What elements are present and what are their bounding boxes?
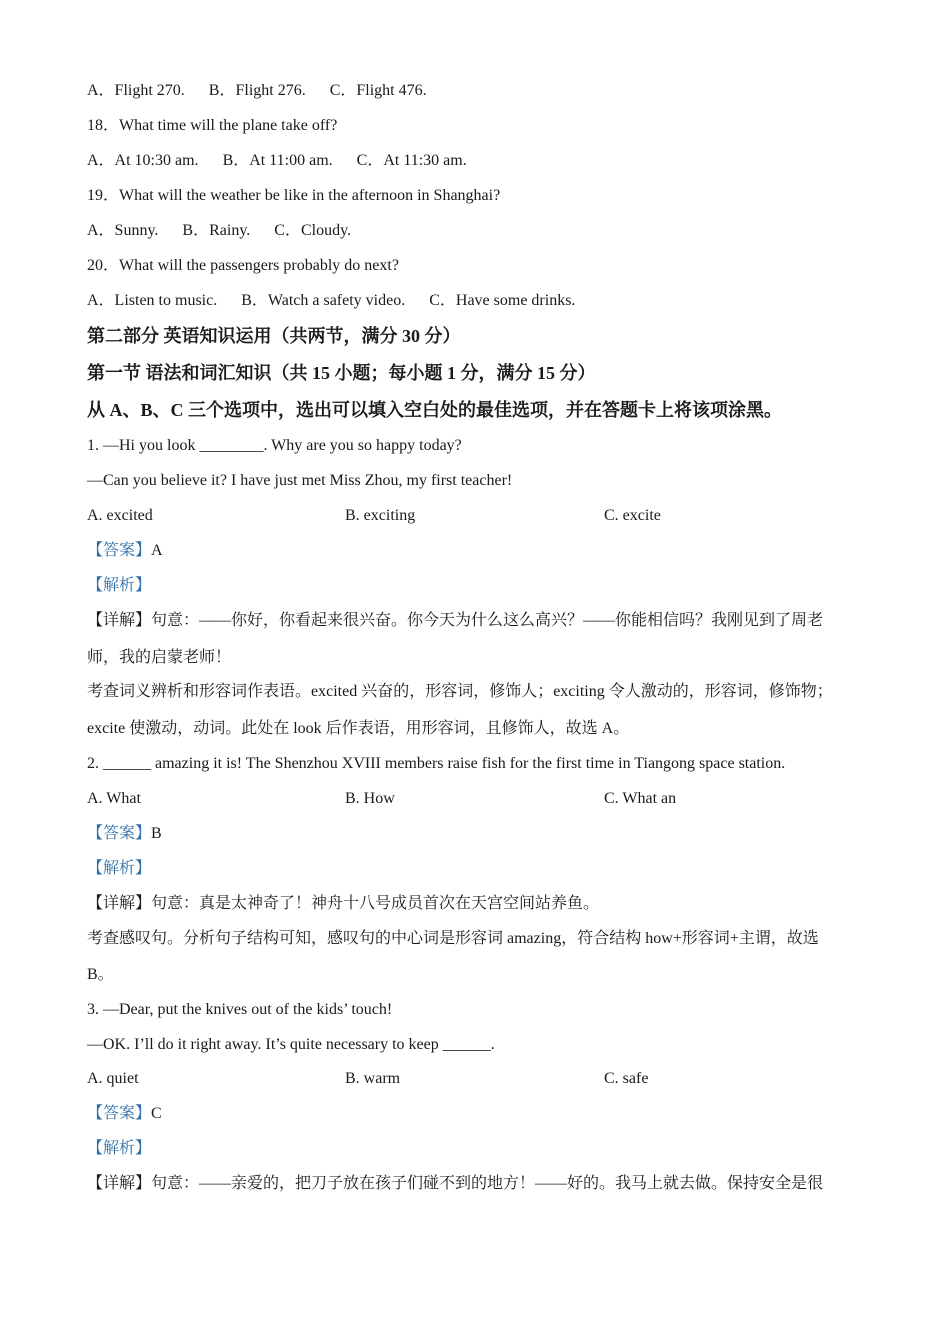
q19-stem: 19．What will the weather be like in the afternoon in Shanghai? xyxy=(87,187,501,204)
item1-option-b: B. exciting xyxy=(345,507,416,524)
answer-label: 【答案】 xyxy=(87,825,152,842)
item3-detail-line1: 【详解】句意：——亲爱的，把刀子放在孩子们碰不到的地方！——好的。我马上就去做。保持安全是很 xyxy=(87,1175,824,1192)
item3-option-b: B. warm xyxy=(345,1070,401,1087)
item3-options xyxy=(87,1066,862,1092)
q19-options xyxy=(87,218,351,244)
q18-option-c: C．At 11:30 am. xyxy=(356,152,467,169)
q18-stem: 18．What time will the plane take off? xyxy=(87,117,338,134)
item2-options xyxy=(87,786,862,812)
answer-value: C xyxy=(151,1105,162,1122)
item1-detail-line3: 考查词义辨析和形容词作表语。excited 兴奋的，形容词，修饰人；exciting 令人激动的，形容词，修饰物； xyxy=(87,683,833,700)
q18-option-a: A．At 10:30 am. xyxy=(87,152,199,169)
item2-detail-line2: 考查感叹句。分析句子结构可知，感叹句的中心词是形容词 amazing，符合结构 how+形容词+主谓，故选 xyxy=(87,930,819,947)
item1-options xyxy=(87,503,862,529)
q20-stem: 20．What will the passengers probably do next? xyxy=(87,257,399,274)
q20-option-b: B．Watch a safety video. xyxy=(241,292,406,309)
item3-stem-line2: —OK. I’ll do it right away. It’s quite necessary to keep ______. xyxy=(87,1036,495,1053)
item1-option-c: C. excite xyxy=(604,507,661,524)
item3-option-c: C. safe xyxy=(604,1070,649,1087)
item2-answer xyxy=(87,821,162,847)
q17-option-b: B．Flight 276. xyxy=(208,82,306,99)
item2-stem-line1: 2. ______ amazing it is! The Shenzhou XVIII members raise fish for the first time in Tiangong space station. xyxy=(87,755,786,772)
item2-detail-line3: B。 xyxy=(87,966,114,983)
answer-label: 【答案】 xyxy=(87,1105,152,1122)
item1-detail-line2: 师，我的启蒙老师！ xyxy=(87,649,232,666)
q19-option-c: C．Cloudy. xyxy=(274,222,352,239)
q20-options xyxy=(87,288,575,314)
item2-analysis-label: 【解析】 xyxy=(87,860,152,877)
item1-detail-line1: 【详解】句意：——你好，你看起来很兴奋。你今天为什么这么高兴？——你能相信吗？我刚见到了周老 xyxy=(87,612,824,629)
part2-title: 第二部分 英语知识运用（共两节，满分 30 分） xyxy=(87,326,461,346)
answer-value: A xyxy=(151,542,163,559)
item3-stem-line1: 3. —Dear, put the knives out of the kids’ touch! xyxy=(87,1001,393,1018)
item2-detail-line1: 【详解】句意：真是太神奇了！神舟十八号成员首次在天宫空间站养鱼。 xyxy=(87,895,600,912)
item1-stem-line2: —Can you believe it? I have just met Miss Zhou, my first teacher! xyxy=(87,472,513,489)
q20-option-a: A．Listen to music. xyxy=(87,292,218,309)
section1-title: 第一节 语法和词汇知识（共 15 小题；每小题 1 分，满分 15 分） xyxy=(87,363,596,383)
q20-option-c: C．Have some drinks. xyxy=(429,292,576,309)
item1-analysis-label: 【解析】 xyxy=(87,577,152,594)
item2-option-b: B. How xyxy=(345,790,395,807)
item2-option-a: A. What xyxy=(87,790,141,807)
q18-option-b: B．At 11:00 am. xyxy=(222,152,333,169)
q17-option-c: C．Flight 476. xyxy=(329,82,427,99)
q17-option-a: A．Flight 270. xyxy=(87,82,185,99)
q19-option-a: A．Sunny. xyxy=(87,222,159,239)
item3-answer xyxy=(87,1101,162,1127)
item3-option-a: A. quiet xyxy=(87,1070,139,1087)
answer-label: 【答案】 xyxy=(87,542,152,559)
item1-detail-line4: excite 使激动，动词。此处在 look 后作表语，用形容词，且修饰人，故选 A。 xyxy=(87,720,630,737)
item1-answer xyxy=(87,538,163,564)
q17-options xyxy=(87,78,427,104)
answer-value: B xyxy=(151,825,162,842)
item1-option-a: A. excited xyxy=(87,507,153,524)
q18-options xyxy=(87,148,467,174)
item2-option-c: C. What an xyxy=(604,790,677,807)
q19-option-b: B．Rainy. xyxy=(182,222,251,239)
instruction: 从 A、B、C 三个选项中，选出可以填入空白处的最佳选项，并在答题卡上将该项涂黑。 xyxy=(87,400,783,420)
item1-stem-line1: 1. —Hi you look ________. Why are you so happy today? xyxy=(87,437,462,454)
item3-analysis-label: 【解析】 xyxy=(87,1140,152,1157)
